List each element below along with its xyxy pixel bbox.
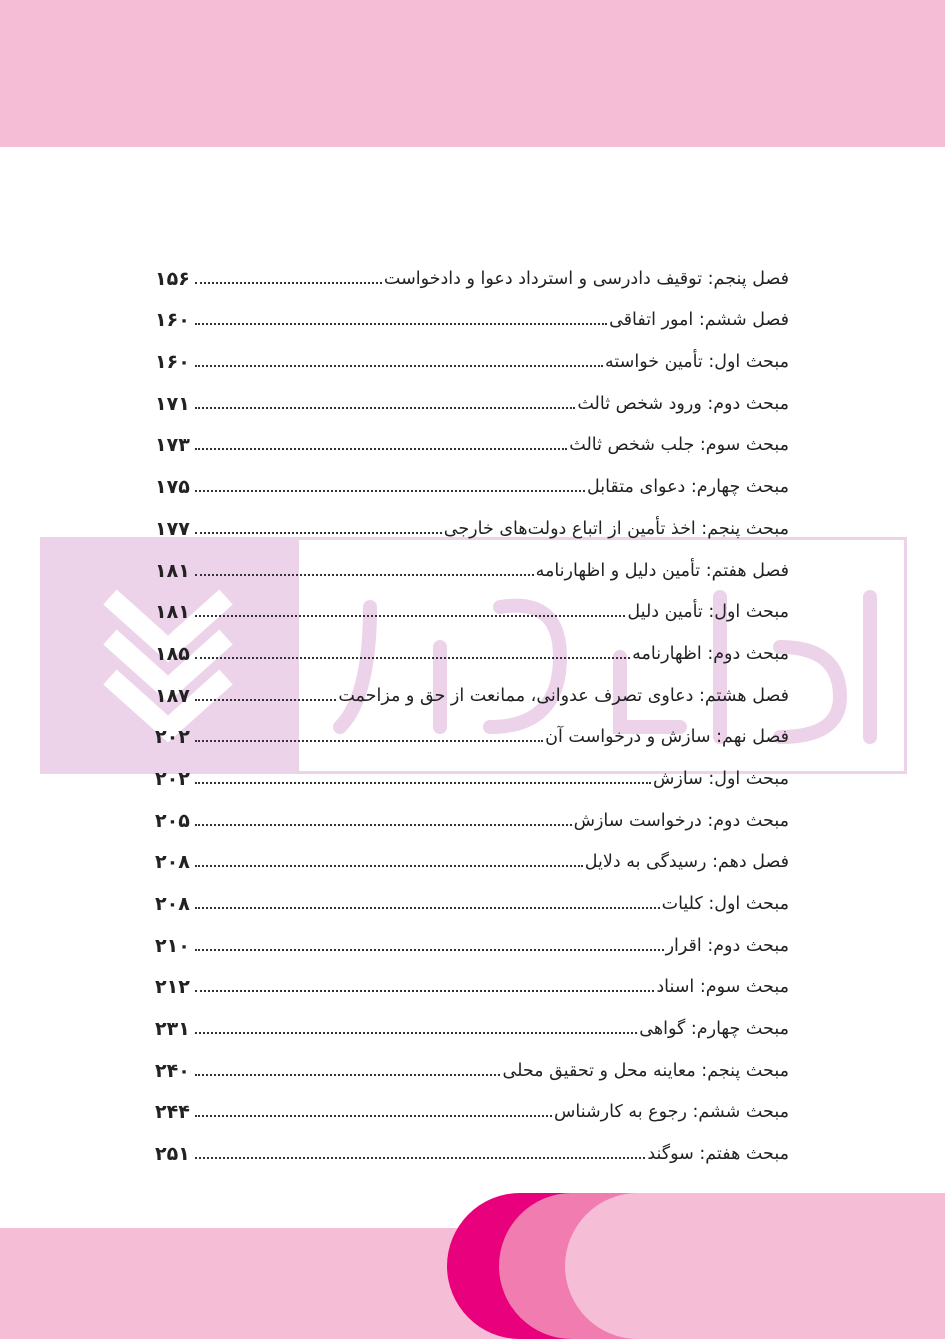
toc-entry[interactable] [155,625,789,667]
toc-entry-title: مبحث اول: تأمین خواسته [605,352,789,373]
toc-entry-page-number: ۲۵۱ [155,1143,190,1166]
toc-entry[interactable] [155,250,789,292]
header-band [0,0,945,147]
toc-entry-page-number: ۲۱۰ [155,934,190,957]
toc-entry-page-number: ۱۷۷ [155,517,190,540]
toc-entry[interactable] [155,542,789,584]
toc-entry-title: فصل نهم: سازش و درخواست آن [545,727,789,748]
toc-entry[interactable] [155,417,789,459]
toc-dot-leader [195,1157,645,1159]
toc-entry[interactable] [155,667,789,709]
toc-entry-title: مبحث هفتم: سوگند [647,1144,789,1165]
toc-entry-page-number: ۲۰۲ [155,726,190,749]
toc-entry-page-number: ۲۴۴ [155,1101,190,1124]
toc-entry[interactable] [155,458,789,500]
toc-entry-page-number: ۲۰۲ [155,767,190,790]
toc-entry-page-number: ۱۷۱ [155,392,190,415]
toc-dot-leader [195,1074,500,1076]
toc-entry[interactable] [155,584,789,626]
toc-entry-page-number: ۱۸۱ [155,559,190,582]
toc-entry[interactable] [155,1042,789,1084]
toc-entry[interactable] [155,875,789,917]
toc-dot-leader [195,448,567,450]
toc-entry-page-number: ۲۰۸ [155,893,190,915]
toc-entry[interactable] [155,375,789,417]
toc-dot-leader [195,1115,552,1117]
toc-entry-title: مبحث پنجم: اخذ تأمین از اتباع دولت‌های خارجی [443,518,789,539]
toc-entry-title: مبحث سوم: جلب شخص ثالث [569,435,789,456]
toc-dot-leader [195,824,572,826]
toc-entry[interactable] [155,1000,789,1042]
toc-entry-title: فصل هفتم: تأمین دلیل و اظهارنامه [535,560,789,581]
toc-entry-page-number: ۱۶۰ [155,351,190,374]
toc-entry-page-number: ۲۳۱ [155,1018,190,1041]
toc-entry-title: مبحث اول: تأمین دلیل [627,602,789,623]
toc-entry-title: مبحث چهارم: دعوای متقابل [586,477,789,498]
toc-entry-title: مبحث دوم: اقرار [665,935,789,956]
toc-dot-leader [195,282,382,284]
toc-entry-page-number: ۱۵۶ [155,267,190,290]
toc-entry-page-number: ۱۸۷ [155,684,190,707]
toc-dot-leader [195,615,625,617]
footer-tab-light [565,1193,945,1339]
toc-dot-leader [195,907,660,909]
toc-entry[interactable] [155,917,789,959]
toc-entry-title: مبحث دوم: ورود شخص ثالث [577,393,789,414]
toc-dot-leader [195,782,651,784]
toc-entry[interactable] [155,333,789,375]
toc-entry-title: فصل ششم: امور اتفاقی [609,310,789,331]
toc-entry[interactable] [155,500,789,542]
toc-dot-leader [195,574,534,576]
toc-dot-leader [195,740,543,742]
toc-entry-page-number: ۱۷۵ [155,476,190,499]
toc-entry-title: مبحث چهارم: گواهی [639,1019,789,1040]
toc-entry-page-number: ۲۱۲ [155,976,190,999]
toc-entry-title: مبحث دوم: درخواست سازش [573,810,789,831]
toc-entry[interactable] [155,834,789,876]
toc-dot-leader [195,699,336,701]
toc-dot-leader [195,949,664,951]
table-of-contents [155,250,789,1167]
toc-dot-leader [195,532,442,534]
toc-entry-title: مبحث سوم: اسناد [656,977,789,998]
toc-entry-page-number: ۱۸۵ [155,642,190,665]
toc-entry-title: مبحث اول: سازش [653,768,789,789]
toc-dot-leader [195,1032,637,1034]
toc-dot-leader [195,657,630,659]
toc-entry-title: فصل هشتم: دعاوی تصرف عدوانی، ممانعت از حق و مزاحمت [338,685,789,706]
toc-entry[interactable] [155,1084,789,1126]
toc-dot-leader [195,365,603,367]
toc-entry[interactable] [155,1125,789,1167]
toc-entry[interactable] [155,750,789,792]
toc-entry-page-number: ۱۸۱ [155,601,190,624]
toc-entry[interactable] [155,792,789,834]
toc-entry-page-number: ۲۰۸ [155,851,190,874]
toc-entry[interactable] [155,959,789,1001]
toc-dot-leader [195,323,607,325]
toc-entry-title: مبحث ششم: رجوع به کارشناس [554,1102,789,1123]
toc-dot-leader [195,865,583,867]
toc-dot-leader [195,407,575,409]
toc-entry[interactable] [155,292,789,334]
toc-entry[interactable] [155,709,789,751]
toc-entry-page-number: ۱۶۰ [155,309,190,332]
toc-dot-leader [195,990,654,992]
toc-entry-title: مبحث دوم: اظهارنامه [632,643,789,664]
toc-dot-leader [195,490,585,492]
toc-entry-title: مبحث اول: کلیات [661,894,789,914]
toc-entry-title: فصل دهم: رسیدگی به دلایل [584,852,789,873]
toc-entry-title: فصل پنجم: توقیف دادرسی و استرداد دعوا و دادخواست [383,268,789,289]
toc-entry-title: مبحث پنجم: معاینه محل و تحقیق محلی [502,1060,789,1081]
toc-entry-page-number: ۲۴۰ [155,1059,190,1082]
toc-entry-page-number: ۱۷۳ [155,434,190,457]
toc-entry-page-number: ۲۰۵ [155,809,190,832]
